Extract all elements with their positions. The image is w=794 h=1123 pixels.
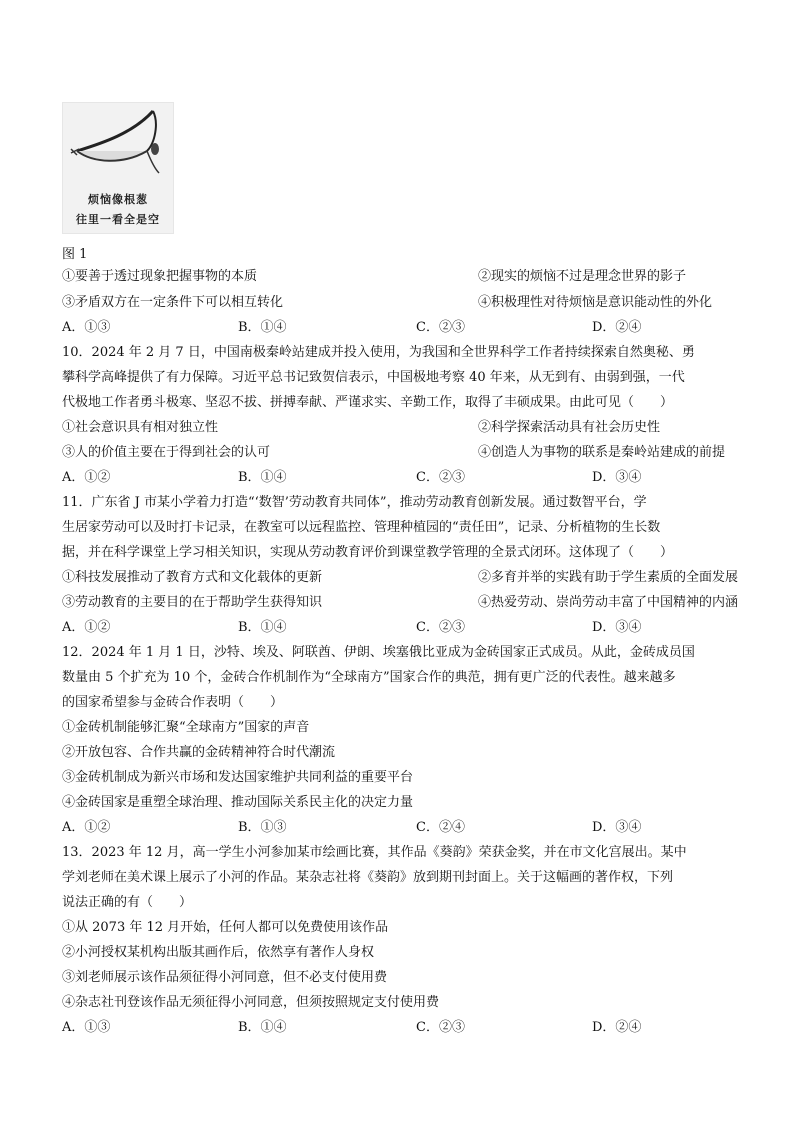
q11-option-d[interactable]: D．③④	[592, 620, 642, 635]
q9-statement-row-1	[62, 268, 742, 286]
q11-statement-1: ①科技发展推动了教育方式和文化载体的更新	[62, 570, 323, 585]
q10-statement-2: ②科学探索活动具有社会历史性	[478, 420, 661, 435]
q9-statement-3: ③矛盾双方在一定条件下可以相互转化	[62, 295, 284, 310]
q13-statement-3: ③刘老师展示该作品须征得小河同意，但不必支付使用费	[62, 970, 388, 985]
q10-statement-row-2	[62, 444, 742, 462]
q12-statement-3: ③金砖机制成为新兴市场和发达国家维护共同利益的重要平台	[62, 770, 414, 785]
q9-option-b[interactable]: B．①④	[238, 320, 287, 335]
q10-stem-line-2: 攀科学高峰提供了有力保障。习近平总书记致贺信表示，中国极地考察 40 年来，从无到有、由弱到强，一代	[62, 370, 685, 385]
q9-statement-1: ①要善于透过现象把握事物的本质	[62, 269, 258, 284]
q11-stem-line-1: 11．广东省 J 市某小学着力打造“‘数智’劳动教育共同体”，推动劳动教育创新发展。通过数智平台，学	[62, 495, 647, 510]
q11-statement-row-2	[62, 594, 742, 612]
q12-option-a[interactable]: A．①②	[62, 820, 111, 835]
q13-option-c[interactable]: C．②③	[416, 1020, 465, 1035]
q10-statement-1: ①社会意识具有相对独立性	[62, 420, 219, 435]
q11-option-b[interactable]: B．①④	[238, 620, 287, 635]
q12-option-c[interactable]: C．②④	[416, 820, 465, 835]
q12-statement-4: ④金砖国家是重塑全球治理、推动国际关系民主化的决定力量	[62, 795, 414, 810]
figure-caption-line-1: 烦恼像根葱	[88, 193, 148, 206]
q13-statement-2: ②小河授权某机构出版其画作后，依然享有著作人身权	[62, 945, 375, 960]
q10-option-c[interactable]: C．②③	[416, 470, 465, 485]
q11-statement-row-1	[62, 569, 742, 587]
q10-option-b[interactable]: B．①④	[238, 470, 287, 485]
q10-statement-row-1	[62, 419, 742, 437]
q9-statement-row-2	[62, 294, 742, 312]
q12-option-d[interactable]: D．③④	[592, 820, 642, 835]
q13-stem-line-3: 说法正确的有（ ）	[62, 895, 193, 910]
figure-caption-line-2: 往里一看全是空	[76, 213, 160, 226]
q11-option-a[interactable]: A．①②	[62, 620, 111, 635]
q12-statement-2: ②开放包容、合作共赢的金砖精神符合时代潮流	[62, 745, 336, 760]
q12-statement-1: ①金砖机制能够汇聚“全球南方”国家的声音	[62, 720, 310, 735]
q11-statement-2: ②多育并举的实践有助于学生素质的全面发展	[478, 570, 739, 585]
q11-option-c[interactable]: C．②③	[416, 620, 465, 635]
q10-option-d[interactable]: D．③④	[592, 470, 642, 485]
q13-option-a[interactable]: A．①③	[62, 1020, 111, 1035]
q13-stem-line-1: 13．2023 年 12 月，高一学生小河参加某市绘画比赛，其作品《葵韵》荣获金奖，并在市文化宫展出。某中	[62, 845, 687, 860]
q10-stem-line-3: 代极地工作者勇斗极寒、坚忍不拔、拼搏奉献、严谨求实、辛勤工作，取得了丰硕成果。由此可见（ ）	[62, 395, 674, 410]
q10-option-a[interactable]: A．①②	[62, 470, 111, 485]
q12-stem-line-2: 数量由 5 个扩充为 10 个，金砖合作机制作为“全球南方”国家合作的典范，拥有更广泛的代表性。越来越多	[62, 670, 676, 685]
q11-stem-line-3: 据，并在科学课堂上学习相关知识，实现从劳动教育评价到课堂教学管理的全景式闭环。这体现了（ ）	[62, 545, 674, 560]
q13-statement-1: ①从 2073 年 12 月开始，任何人都可以免费使用该作品	[62, 920, 389, 935]
q13-option-d[interactable]: D．②④	[592, 1020, 642, 1035]
q10-stem-line-1: 10．2024 年 2 月 7 日，中国南极秦岭站建成并投入使用，为我国和全世界科学工作者持续探索自然奥秘、勇	[62, 345, 695, 360]
q9-option-c[interactable]: C．②③	[416, 320, 465, 335]
figure-1-image	[62, 102, 174, 234]
q10-statement-3: ③人的价值主要在于得到社会的认可	[62, 445, 271, 460]
q12-option-b[interactable]: B．①③	[238, 820, 287, 835]
q13-stem-line-2: 学刘老师在美术课上展示了小河的作品。某杂志社将《葵韵》放到期刊封面上。关于这幅画的著作权，下列	[62, 870, 674, 885]
q13-statement-4: ④杂志社刊登该作品无须征得小河同意，但须按照规定支付使用费	[62, 995, 440, 1010]
q9-option-d[interactable]: D．②④	[592, 320, 642, 335]
q12-stem-line-3: 的国家希望参与金砖合作表明（ ）	[62, 695, 284, 710]
q9-statement-4: ④积极理性对待烦恼是意识能动性的外化	[478, 295, 713, 310]
q11-stem-line-2: 生居家劳动可以及时打卡记录，在教室可以远程监控、管理种植园的“责任田”，记录、分析植物的生长数	[62, 520, 661, 535]
q11-statement-3: ③劳动教育的主要目的在于帮助学生获得知识	[62, 595, 323, 610]
figure-label: 图 1	[62, 247, 88, 262]
q9-option-a[interactable]: A．①③	[62, 320, 111, 335]
q10-statement-4: ④创造人为事物的联系是秦岭站建成的前提	[478, 445, 726, 460]
q9-statement-2: ②现实的烦恼不过是理念世界的影子	[478, 269, 687, 284]
q12-stem-line-1: 12．2024 年 1 月 1 日，沙特、埃及、阿联酋、伊朗、埃塞俄比亚成为金砖国家正式成员。从此，金砖成员国	[62, 645, 695, 660]
q13-option-b[interactable]: B．①④	[238, 1020, 287, 1035]
q11-statement-4: ④热爱劳动、崇尚劳动丰富了中国精神的内涵	[478, 595, 739, 610]
